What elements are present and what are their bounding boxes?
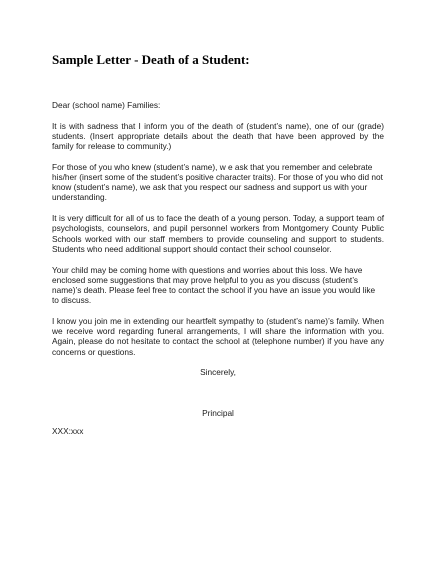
letter-paragraph: It is with sadness that I inform you of the death of (student’s name), one of our (grade) students. (Insert appropriate details about the death that have been approved by the family for release to community.)	[52, 120, 384, 151]
letter-body	[52, 100, 384, 436]
letter-greeting: Dear (school name) Families:	[52, 100, 161, 110]
letter-paragraph: It is very difficult for all of us to face the death of a young person. Today, a support team of psychologists, counselors, and pupil personnel workers from Montgomery County Public Schools worked with our staff members to provide counseling and support to students. Students who need additional support should contact their school counselor.	[52, 213, 384, 254]
letter-title: Sample Letter - Death of a Student:	[52, 52, 250, 67]
letter-signature: Principal	[202, 407, 234, 418]
letter-paragraph: For those of you who knew (student’s name), w e ask that you remember and celebrate his/her (insert some of the student’s positive character traits). For those of you who did not know (student’s name), we ask that you respect our sadness and support us with your understanding.	[52, 161, 383, 203]
letter-paragraph: Your child may be coming home with questions and worries about this loss. We have enclosed some suggestions that may prove helpful to you as you discuss (student’s name)’s death. Please feel free to contact the school if you have an issue you would like to discuss.	[52, 264, 376, 306]
letter-paragraph: I know you join me in extending our heartfelt sympathy to (student’s name)’s family. When we receive word regarding funeral arrangements, I will share the information with you. Again, please do not hesitate to contact the school at (telephone number) if you have any concerns or questions.	[52, 315, 384, 357]
footer-code: XXX:xxx	[52, 425, 84, 436]
letter-closing: Sincerely,	[200, 367, 236, 378]
